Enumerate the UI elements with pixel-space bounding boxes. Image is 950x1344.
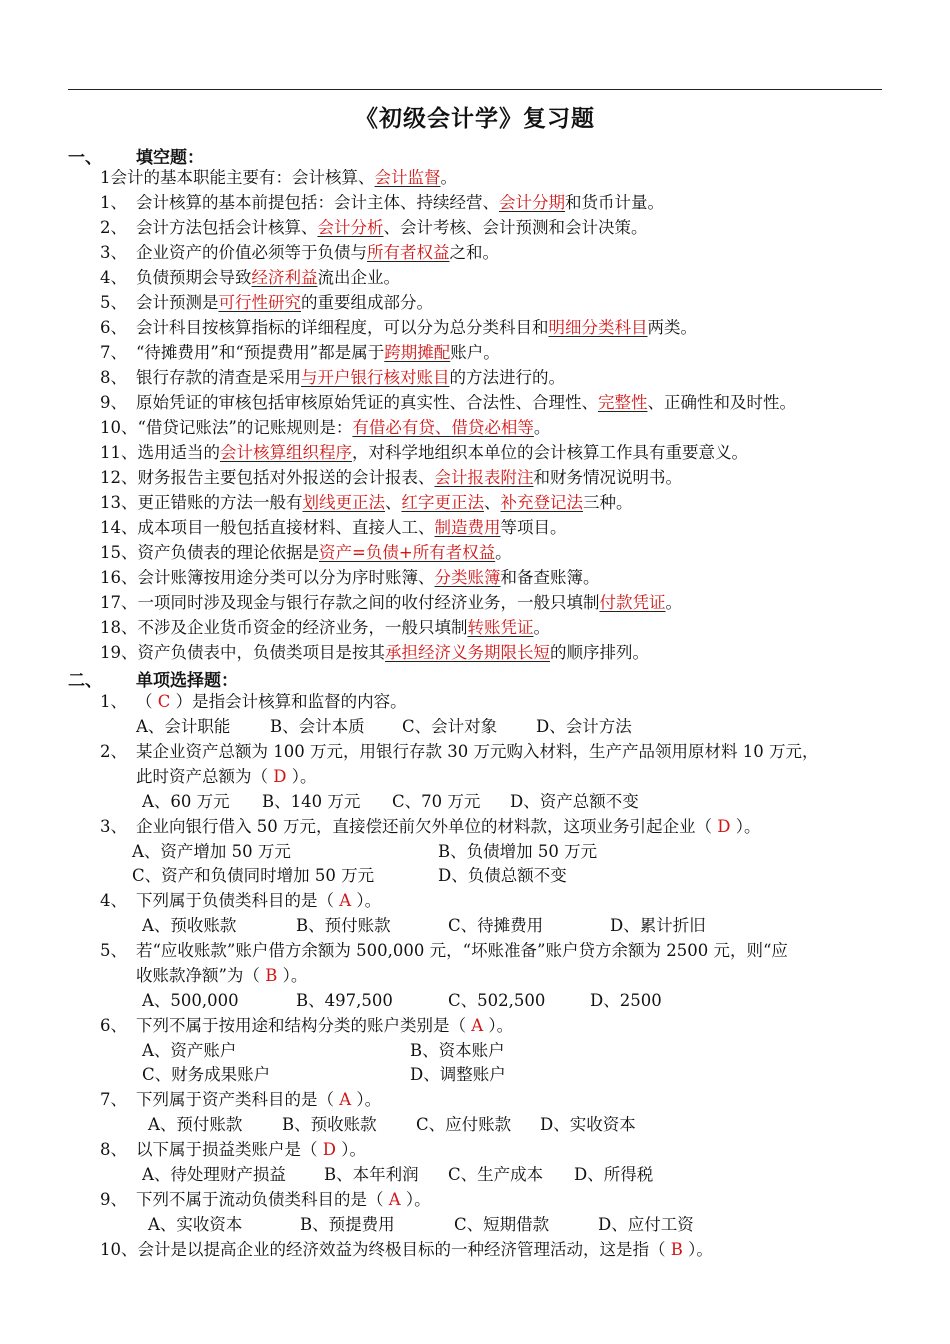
choice-answer: C	[157, 692, 171, 711]
choice-question: 9、 下列不属于流动负债类科目的是（ A ）。	[100, 1190, 431, 1209]
option: C、502,500	[448, 991, 546, 1010]
option: C、待摊费用	[448, 916, 544, 935]
fill-item: 13、更正错账的方法一般有划线更正法、红字更正法、补充登记法三种。	[100, 493, 633, 512]
option: A、资产增加 50 万元	[132, 842, 291, 861]
option: A、资产账户	[142, 1041, 237, 1060]
answer: 转账凭证	[467, 618, 534, 637]
header-rule	[68, 89, 882, 90]
option: D、所得税	[574, 1165, 654, 1184]
answer: 会计报表附注	[434, 468, 534, 487]
answer: 所有者权益	[367, 243, 450, 262]
option: C、会计对象	[402, 717, 498, 736]
answer: 会计分析	[317, 218, 384, 237]
answer: 分类账簿	[434, 568, 501, 587]
section-label: 单项选择题：	[136, 671, 238, 691]
choice-answer: D	[717, 817, 731, 836]
option: C、生产成本	[448, 1165, 544, 1184]
choice-answer: A	[339, 891, 352, 910]
answer: 付款凭证	[599, 593, 666, 612]
choice-answer: B	[265, 966, 278, 985]
option: C、资产和负债同时增加 50 万元	[132, 866, 375, 885]
fill-item: 3、 企业资产的价值必须等于负债与所有者权益之和。	[100, 243, 499, 262]
option: D、累计折旧	[610, 916, 706, 935]
option: B、140 万元	[262, 792, 361, 811]
section-heading-choice	[68, 666, 238, 691]
choice-question: 1、 （ C ）是指会计核算和监督的内容。	[100, 692, 407, 711]
option: C、财务成果账户	[142, 1065, 271, 1084]
choice-question-cont: 此时资产总额为（ D ）。	[136, 767, 317, 786]
option: A、实收资本	[148, 1215, 243, 1234]
fill-item: 4、 负债预期会导致经济利益流出企业。	[100, 268, 400, 287]
fill-item: 16、会计账簿按用途分类可以分为序时账簿、分类账簿和备查账簿。	[100, 568, 600, 587]
option: A、会计职能	[136, 717, 231, 736]
choice-answer: D	[322, 1140, 336, 1159]
choice-answer: A	[471, 1016, 484, 1035]
fill-item: 14、成本项目一般包括直接材料、直接人工、制造费用等项目。	[100, 518, 567, 537]
fill-item: 1、 会计核算的基本前提包括：会计主体、持续经营、会计分期和货币计量。	[100, 193, 664, 212]
fill-item: 11、选用适当的会计核算组织程序，对科学地组织本单位的会计核算工作具有重要意义。	[100, 443, 748, 462]
option: B、预提费用	[300, 1215, 395, 1234]
option: A、预收账款	[142, 916, 237, 935]
answer: 会计核算组织程序	[220, 443, 352, 462]
fill-item: 10、“借贷记账法”的记账规则是：有借必有贷、借贷必相等。	[100, 418, 551, 437]
document-title: 《初级会计学》复习题	[355, 105, 595, 132]
section-heading-fill	[68, 143, 204, 168]
answer: 会计监督	[374, 168, 441, 187]
option: D、2500	[590, 991, 662, 1010]
choice-answer: A	[339, 1090, 352, 1109]
fill-item: 19、资产负债表中，负债类项目是按其承担经济义务期限长短的顺序排列。	[100, 643, 649, 662]
option: B、负债增加 50 万元	[438, 842, 598, 861]
choice-question: 6、 下列不属于按用途和结构分类的账户类别是（ A ）。	[100, 1016, 514, 1035]
option: B、本年利润	[324, 1165, 419, 1184]
option: D、会计方法	[536, 717, 632, 736]
choice-question: 10、会计是以提高企业的经济效益为终极目标的一种经济管理活动，这是指（ B ）。	[100, 1240, 713, 1259]
answer: 划线更正法	[302, 493, 385, 512]
answer: 明细分类科目	[548, 318, 648, 337]
answer: 补充登记法	[500, 493, 583, 512]
option: B、预付账款	[296, 916, 391, 935]
choice-answer: B	[670, 1240, 683, 1259]
option: B、会计本质	[270, 717, 365, 736]
choice-answer: A	[388, 1190, 401, 1209]
fill-item: 1会计的基本职能主要有：会计核算、会计监督。	[100, 168, 457, 187]
option: A、60 万元	[142, 792, 230, 811]
answer: 资产=负债+所有者权益	[319, 543, 496, 562]
answer: 会计分期	[499, 193, 565, 212]
option: A、预付账款	[148, 1115, 243, 1134]
option: D、实收资本	[540, 1115, 636, 1134]
fill-item: 12、财务报告主要包括对外报送的会计报表、会计报表附注和财务情况说明书。	[100, 468, 682, 487]
answer: 完整性	[598, 393, 648, 412]
option: C、应付账款	[416, 1115, 512, 1134]
choice-answer: D	[273, 767, 287, 786]
option: D、调整账户	[410, 1065, 506, 1084]
option: D、资产总额不变	[510, 792, 639, 811]
fill-item: 7、 “待摊费用”和“预提费用”都是属于跨期摊配账户。	[100, 343, 500, 362]
answer: 经济利益	[251, 268, 318, 287]
fill-item: 6、 会计科目按核算指标的详细程度，可以分为总分类科目和明细分类科目两类。	[100, 318, 697, 337]
fill-item: 2、 会计方法包括会计核算、会计分析、会计考核、会计预测和会计决策。	[100, 218, 648, 237]
option: D、负债总额不变	[438, 866, 567, 885]
answer: 红字更正法	[401, 493, 484, 512]
fill-item: 9、 原始凭证的审核包括审核原始凭证的真实性、合法性、合理性、完整性、正确性和及时性。	[100, 393, 796, 412]
answer: 承担经济义务期限长短	[385, 643, 550, 662]
option: D、应付工资	[598, 1215, 694, 1234]
option: C、短期借款	[454, 1215, 550, 1234]
answer: 有借必有贷、借贷必相等	[352, 418, 534, 437]
section-number: 一、	[68, 148, 102, 168]
choice-question: 8、 以下属于损益类账户是（ D ）。	[100, 1140, 366, 1159]
choice-question-cont: 收账款净额”为（ B ）。	[136, 966, 308, 985]
fill-item: 15、资产负债表的理论依据是资产=负债+所有者权益。	[100, 543, 512, 562]
answer: 制造费用	[434, 518, 501, 537]
choice-question: 7、 下列属于资产类科目的是（ A ）。	[100, 1090, 382, 1109]
option: C、70 万元	[392, 792, 481, 811]
answer: 与开户银行核对账目	[301, 368, 450, 387]
fill-item: 18、不涉及企业货币资金的经济业务，一般只填制转账凭证。	[100, 618, 550, 637]
fill-item: 5、 会计预测是可行性研究的重要组成部分。	[100, 293, 433, 312]
option: B、预收账款	[282, 1115, 377, 1134]
fill-item: 17、一项同时涉及现金与银行存款之间的收付经济业务，一般只填制付款凭证。	[100, 593, 682, 612]
answer: 可行性研究	[218, 293, 301, 312]
option: B、资本账户	[410, 1041, 505, 1060]
option: B、497,500	[296, 991, 393, 1010]
option: A、待处理财产损益	[142, 1165, 286, 1184]
section-number: 二、	[68, 671, 102, 691]
section-label: 填空题：	[136, 148, 204, 168]
choice-question: 2、 某企业资产总额为 100 万元，用银行存款 30 万元购入材料，生产产品领用原材料 10 万元，	[100, 742, 819, 761]
choice-question: 3、 企业向银行借入 50 万元，直接偿还前欠外单位的材料款，这项业务引起企业（ D ）。	[100, 817, 761, 836]
fill-item: 8、 银行存款的清查是采用与开户银行核对账目的方法进行的。	[100, 368, 565, 387]
answer: 跨期摊配	[384, 343, 451, 362]
choice-question: 4、 下列属于负债类科目的是（ A ）。	[100, 891, 382, 910]
choice-question: 5、 若“应收账款”账户借方余额为 500,000 元，“坏账准备”账户贷方余额为 2500 元，则“应	[100, 941, 788, 960]
option: A、500,000	[142, 991, 239, 1010]
